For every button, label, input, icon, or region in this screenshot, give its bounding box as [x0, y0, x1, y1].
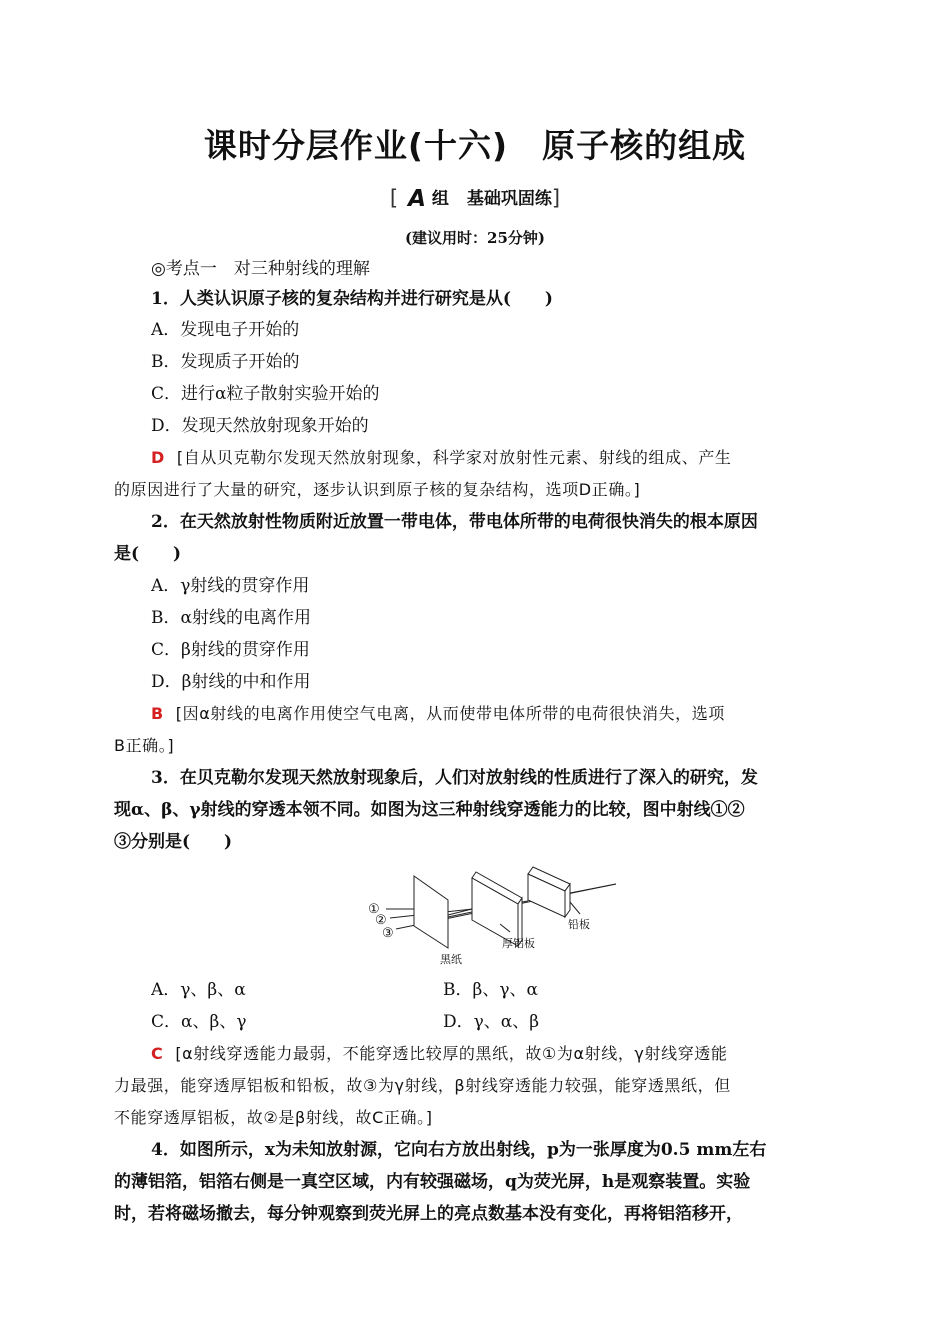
q2-option-c: C．β射线的贯穿作用: [151, 640, 310, 660]
q1-stem: 1．人类认识原子核的复杂结构并进行研究是从( ): [151, 289, 553, 309]
group-label: 组: [431, 189, 449, 209]
title-main: 课时分层作业(十六): [203, 126, 509, 165]
radiation-penetration-diagram: [360, 858, 620, 970]
q1-option-d: D．发现天然放射现象开始的: [151, 416, 369, 436]
q4-stem-line2: 的薄铝箔，铝箔右侧是一真空区域，内有较强磁场，q为荧光屏，h是观察装置。实验: [114, 1172, 751, 1192]
time-hint: (建议用时：25分钟): [404, 229, 546, 247]
q3-options-row1: [151, 978, 838, 1002]
q2-option-a: A．γ射线的贯穿作用: [151, 576, 310, 596]
q2-option-d: D．β射线的中和作用: [151, 672, 311, 692]
black-paper-label: 黑纸: [440, 953, 462, 966]
group-letter: A: [408, 186, 426, 212]
page-title: [0, 120, 950, 167]
q2-option-b: B．α射线的电离作用: [151, 608, 311, 628]
q2-explanation-line2: B正确。]: [114, 736, 175, 755]
ray-1-label: ①: [368, 901, 380, 916]
ray-2-label: ②: [375, 912, 387, 927]
q1-option-a: A．发现电子开始的: [151, 320, 300, 340]
q2-answer: B: [151, 704, 164, 723]
q2-stem-line2: 是( ): [114, 544, 182, 564]
q3-explanation-line3: 不能穿透厚铝板，故②是β射线，故C正确。]: [114, 1108, 433, 1127]
q3-stem-line2: 现α、β、γ射线的穿透本领不同。如图为这三种射线穿透能力的比较，图中射线①②: [114, 800, 745, 820]
group-bracket-right: ]: [551, 186, 561, 210]
q4-stem-line3: 时，若将磁场撤去，每分钟观察到荧光屏上的亮点数基本没有变化，再将铝箔移开，: [114, 1204, 743, 1224]
q2-stem-line1: 2．在天然放射性物质附近放置一带电体，带电体所带的电荷很快消失的根本原因: [151, 512, 758, 532]
q3-explanation-line1: C [α射线穿透能力最弱，不能穿透比较厚的黑纸，故①为α射线，γ射线穿透能: [151, 1044, 728, 1063]
q1-option-c: C．进行α粒子散射实验开始的: [151, 384, 380, 404]
q3-explanation-line2: 力最强，能穿透厚铝板和铅板，故③为γ射线，β射线穿透能力较强，能穿透黑纸，但: [114, 1076, 731, 1095]
q3-answer: C: [151, 1044, 164, 1063]
group-name: 基础巩固练: [466, 189, 552, 209]
q1-option-b: B．发现质子开始的: [151, 352, 300, 372]
q2-explanation-line1: B [因α射线的电离作用使空气电离，从而使带电体所带的电荷很快消失，选项: [151, 704, 725, 723]
group-heading: [0, 184, 950, 212]
q4-stem-line1: 4．如图所示，x为未知放射源，它向右方放出射线，p为一张厚度为0.5 mm左右: [151, 1140, 767, 1160]
q3-stem-line3: ③分别是( ): [114, 832, 233, 852]
q3-option-b: B．β、γ、α: [443, 980, 538, 1000]
title-sub: 原子核的组成: [542, 126, 747, 165]
q3-option-c: C．α、β、γ: [151, 1012, 247, 1032]
q1-explanation-line1: D [自从贝克勒尔发现天然放射现象，科学家对放射性元素、射线的组成、产生: [151, 448, 732, 467]
q3-option-d: D．γ、α、β: [443, 1012, 540, 1032]
q3-options-row2: [151, 1010, 838, 1034]
q3-option-a: A．γ、β、α: [151, 980, 246, 1000]
section-heading: ◎考点一 对三种射线的理解: [151, 259, 370, 279]
group-bracket-left: [: [389, 186, 399, 210]
q1-answer: D: [151, 448, 165, 467]
ray-3-label: ③: [382, 925, 394, 940]
q1-explanation-line2: 的原因进行了大量的研究，逐步认识到原子核的复杂结构，选项D正确。]: [114, 480, 641, 499]
thick-aluminium-label: 厚铝板: [502, 937, 535, 950]
lead-plate-label: 铅板: [568, 918, 590, 931]
q3-stem-line1: 3．在贝克勒尔发现天然放射现象后，人们对放射线的性质进行了深入的研究，发: [151, 768, 758, 788]
